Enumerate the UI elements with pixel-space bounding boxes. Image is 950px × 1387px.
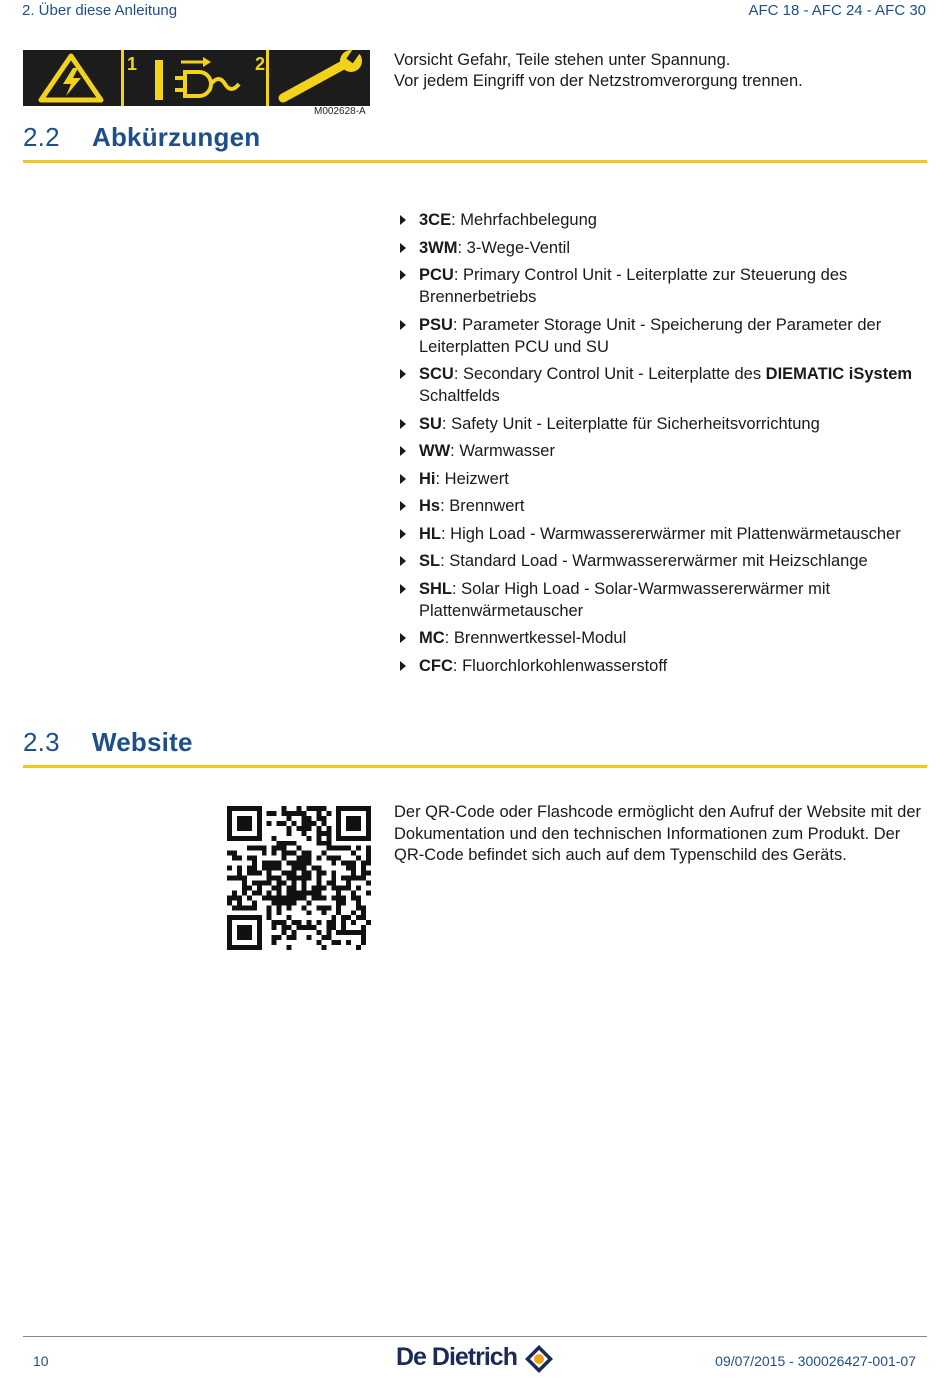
warning-line-2: Vor jedem Eingriff von der Netzstromverorgung trennen. <box>394 72 803 90</box>
abbreviation-definition: Schaltfelds <box>419 387 500 405</box>
abbreviation-term: SU <box>419 414 442 433</box>
abbreviation-definition: : Fluorchlorkohlenwasserstoff <box>452 656 668 675</box>
qr-modules <box>227 806 371 950</box>
abbreviation-term: PCU <box>419 266 454 284</box>
abbreviation-term: WW <box>419 442 451 460</box>
abbreviation-item <box>396 578 926 622</box>
abbreviation-item <box>396 413 926 435</box>
bullet-arrow-icon <box>400 369 406 379</box>
abbreviation-term: Hs <box>419 497 441 515</box>
abbreviation-term: Hi <box>419 469 436 488</box>
abbreviation-definition: : Secondary Control Unit - Leiterplatte des <box>453 365 766 383</box>
abbreviation-item <box>396 627 926 649</box>
abbreviation-term: PSU <box>419 315 453 334</box>
abbreviation-definition: : Brennwert <box>440 497 525 515</box>
brand-name: De Dietrich <box>396 1343 517 1371</box>
abbreviation-term: HL <box>419 524 441 543</box>
step-number-2: 2 <box>255 54 266 74</box>
abbreviation-item <box>396 550 926 572</box>
abbreviation-term: 3WM <box>419 238 458 257</box>
step-number-1: 1 <box>127 54 138 74</box>
bullet-arrow-icon <box>400 215 406 225</box>
website-description: Der QR-Code oder Flashcode ermöglicht den Aufruf der Website mit der Dokumentation und den technischen Informationen zum Produkt. Der QR-Code befindet sich auch auf dem Typenschild des Geräts. <box>394 803 922 864</box>
warning-pictogram <box>23 50 370 106</box>
section-title-abbreviations: Abkürzungen <box>92 122 261 152</box>
section-title-website: Website <box>92 727 193 757</box>
abbreviation-item <box>396 468 926 490</box>
abbreviation-list <box>396 209 926 682</box>
abbreviation-item <box>396 209 926 231</box>
bullet-arrow-icon <box>400 243 406 253</box>
abbreviation-definition: : Warmwasser <box>450 442 555 460</box>
abbreviation-definition: : Solar High Load - Solar-Warmwassererwärmer mit Plattenwärmetauscher <box>419 579 831 620</box>
abbreviation-term: SHL <box>419 579 452 598</box>
abbreviation-item <box>396 237 926 259</box>
abbreviation-item <box>396 314 926 358</box>
abbreviation-item <box>396 440 926 462</box>
wrench-icon <box>273 50 368 106</box>
bullet-arrow-icon <box>400 474 406 484</box>
abbreviation-definition: : Parameter Storage Unit - Speicherung der Parameter der Leiterplatten PCU und SU <box>419 315 882 356</box>
abbreviation-item <box>396 523 926 545</box>
warning-line-1: Vorsicht Gefahr, Teile stehen unter Spannung. <box>394 51 731 69</box>
abbreviation-term: DIEMATIC iSystem <box>765 365 913 383</box>
abbreviation-definition: : Brennwertkessel-Modul <box>444 629 627 647</box>
abbreviation-definition: : Mehrfachbelegung <box>451 211 597 229</box>
abbreviation-term: CFC <box>419 656 453 675</box>
abbreviation-term: 3CE <box>419 211 452 229</box>
abbreviation-term: SL <box>419 552 441 570</box>
document-reference: 09/07/2015 - 300026427-001-07 <box>715 1353 916 1369</box>
figure-code: M002628-A <box>314 106 366 117</box>
bullet-arrow-icon <box>400 270 406 280</box>
abbreviation-definition: : High Load - Warmwassererwärmer mit Plattenwärmetauscher <box>441 524 901 543</box>
qr-code <box>227 805 371 951</box>
abbreviation-definition: : Heizwert <box>435 469 509 488</box>
bullet-arrow-icon <box>400 556 406 566</box>
unplug-icon <box>151 50 261 106</box>
section-rule <box>23 765 927 768</box>
abbreviation-definition: : Standard Load - Warmwassererwärmer mit Heizschlange <box>440 552 868 570</box>
abbreviation-item <box>396 495 926 517</box>
bullet-arrow-icon <box>400 661 406 671</box>
page-number: 10 <box>33 1353 49 1369</box>
abbreviation-definition: : 3-Wege-Ventil <box>457 238 571 257</box>
abbreviation-definition: : Primary Control Unit - Leiterplatte zur Steuerung des Brennerbetriebs <box>419 266 848 306</box>
abbreviation-item <box>396 655 926 677</box>
abbreviation-item <box>396 264 926 308</box>
footer-rule <box>23 1336 927 1337</box>
abbreviation-definition: : Safety Unit - Leiterplatte für Sicherheitsvorrichtung <box>441 414 820 433</box>
bullet-arrow-icon <box>400 529 406 539</box>
warning-text <box>394 50 803 92</box>
bullet-arrow-icon <box>400 633 406 643</box>
abbreviation-term: MC <box>419 629 445 647</box>
bullet-arrow-icon <box>400 320 406 330</box>
bullet-arrow-icon <box>400 419 406 429</box>
section-number-abbreviations: 2.2 <box>23 122 60 152</box>
abbreviation-item <box>396 363 926 407</box>
running-header-models: AFC 18 - AFC 24 - AFC 30 <box>748 2 926 19</box>
bullet-arrow-icon <box>400 446 406 456</box>
brand-diamond-icon <box>524 1344 554 1374</box>
electric-hazard-icon <box>31 50 111 106</box>
section-number-website: 2.3 <box>23 727 60 757</box>
brand-logo <box>396 1343 517 1372</box>
abbreviation-term: SCU <box>419 365 454 383</box>
bullet-arrow-icon <box>400 584 406 594</box>
running-header-chapter: 2. Über diese Anleitung <box>22 2 178 19</box>
section-rule <box>23 160 927 163</box>
bullet-arrow-icon <box>400 501 406 511</box>
